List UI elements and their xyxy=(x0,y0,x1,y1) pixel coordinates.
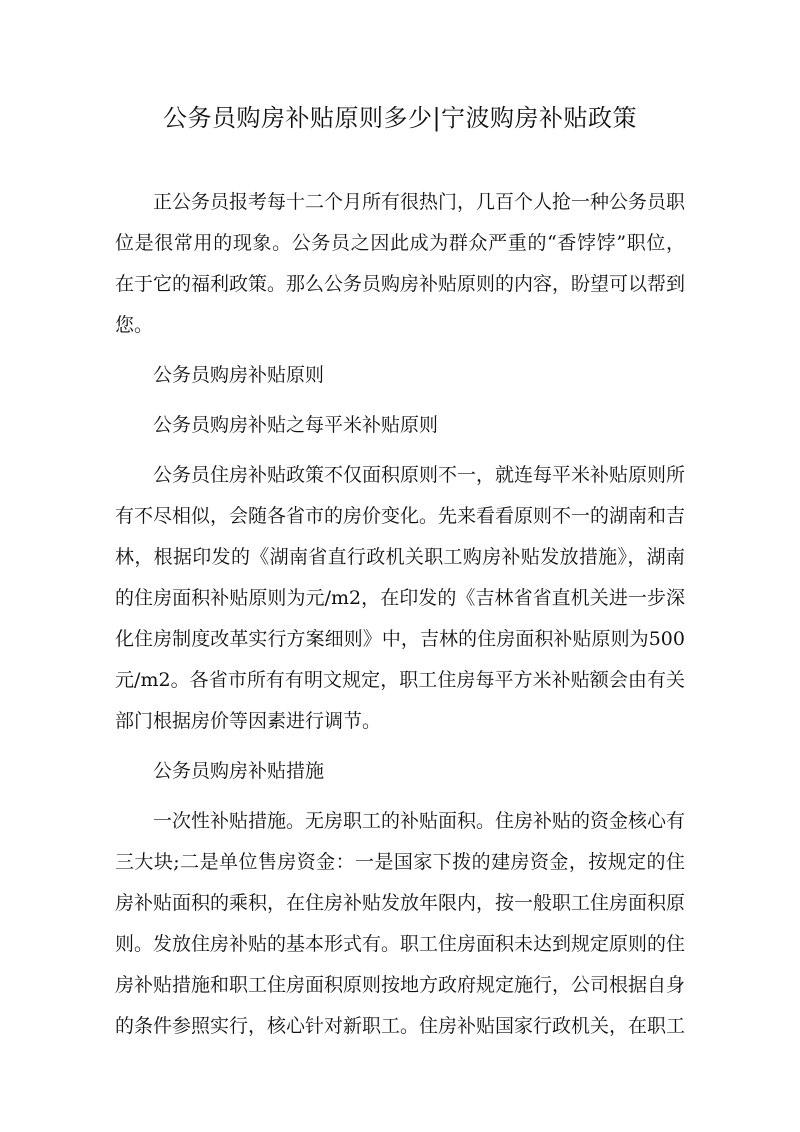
subsection-heading-per-sqm-standard: 公务员购房补贴之每平米补贴原则 xyxy=(153,414,439,436)
per-sqm-standard-paragraph: 公务员住房补贴政策不仅面积原则不一，就连每平米补贴原则所有不尽相似，会随各省市的房价变化。先来看看原则不一的湖南和吉林，根据印发的《湖南省直行政机关职工购房补贴发放措施》，湖南的住房面积补贴原则为元/m2，在印发的《吉林省省直机关进一步深化住房制度改革实行方案细则》中，吉林的住房面积补贴原则为500元/m2。各省市所有有明文规定，职工住房每平方米补贴额会由有关部门根据房价等因素进行调节。 xyxy=(115,464,686,732)
document-title: 公务员购房补贴原则多少|宁波购房补贴政策 xyxy=(162,104,638,132)
section-heading-subsidy-standard: 公务员购房补贴原则 xyxy=(153,364,325,386)
intro-paragraph: 正公务员报考每十二个月所有很热门，几百个人抢一种公务员职位是很常用的现象。公务员之因此成为群众严重的“香饽饽”职位，在于它的福利政策。那么公务员购房补贴原则的内容，盼望可以帮到您。 xyxy=(115,191,686,336)
section-heading-subsidy-measures: 公务员购房补贴措施 xyxy=(153,760,325,782)
document-body xyxy=(115,182,685,1056)
subsidy-measures-paragraph: 一次性补贴措施。无房职工的补贴面积。住房补贴的资金核心有三大块;二是单位售房资金：一是国家下拨的建房资金，按规定的住房补贴面积的乘积，在住房补贴发放年限内，按一般职工住房面积原则。发放住房补贴的基本形式有。职工住房面积未达到规定原则的住房补贴措施和职工住房面积原则按地方政府规定施行，公司根据自身的条件参照实行，核心针对新职工。住房补贴国家行政机关，在职工 xyxy=(115,810,686,1037)
